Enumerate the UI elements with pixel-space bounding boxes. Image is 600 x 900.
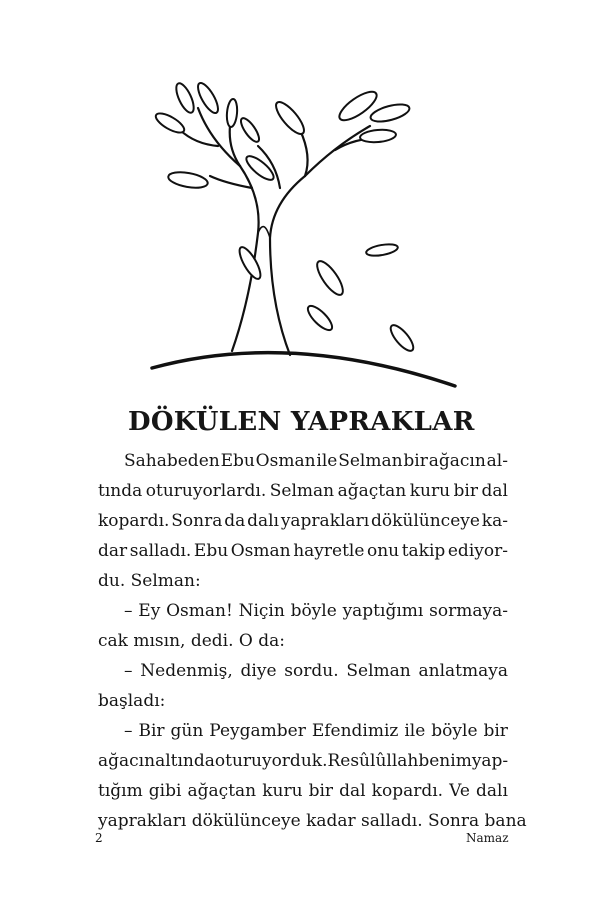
falling-leaf-icon xyxy=(365,242,398,257)
text-line: başladı: xyxy=(98,691,166,711)
running-head: Namaz xyxy=(466,831,509,845)
falling-leaf-icon xyxy=(387,322,417,354)
leaf-icon xyxy=(167,170,209,191)
leaf-icon xyxy=(153,110,187,136)
text-line: du. Selman: xyxy=(98,571,201,591)
text-line: tığım gibi ağaçtan kuru bir dal kopardı. Ve dalı xyxy=(98,781,508,801)
leaf-icon xyxy=(173,81,197,115)
leaf-icon xyxy=(360,128,397,143)
text-line: Sahabeden Ebu Osman ile Selman bir ağacın al- xyxy=(124,451,508,471)
text-line: cak mısın, dedi. O da: xyxy=(98,631,285,651)
text-line: yaprakları dökülünceye kadar salladı. Sonra bana xyxy=(98,811,527,831)
chapter-title: DÖKÜLEN YAPRAKLAR xyxy=(128,407,475,437)
text-line: tında oturuyorlardı. Selman ağaçtan kuru bir dal xyxy=(98,481,508,501)
text-line: dar salladı. Ebu Osman hayretle onu takip ediyor- xyxy=(98,541,508,561)
tree-illustration xyxy=(140,68,470,398)
ground-hill xyxy=(152,353,455,386)
text-line: – Ey Osman! Niçin böyle yaptığımı sormaya- xyxy=(124,601,508,621)
text-line: – Nedenmiş, diye sordu. Selman anlatmaya xyxy=(124,661,508,681)
page-number: 2 xyxy=(95,831,103,845)
text-line: – Bir gün Peygamber Efendimiz ile böyle bir xyxy=(124,721,508,741)
leaf-icon xyxy=(369,101,411,125)
text-line: kopardı. Sonra da dalı yaprakları dökülünceye ka- xyxy=(98,511,508,531)
falling-leaf-icon xyxy=(313,258,347,299)
body-text xyxy=(98,446,527,836)
text-line: ağacın altında oturuyorduk. Resûlûllah benim yap- xyxy=(98,751,509,771)
leaf-icon xyxy=(272,98,308,138)
leaf-icon xyxy=(238,116,262,145)
leaf-icon xyxy=(226,99,238,128)
falling-leaf-icon xyxy=(236,244,264,281)
falling-leaf-icon xyxy=(304,302,335,333)
